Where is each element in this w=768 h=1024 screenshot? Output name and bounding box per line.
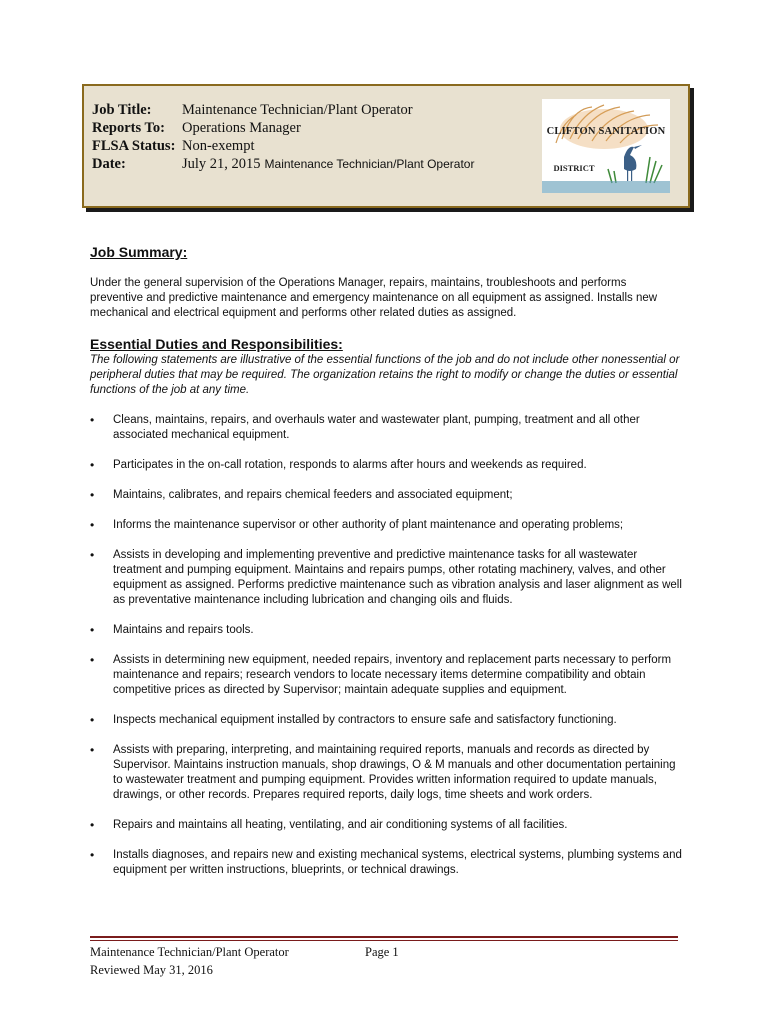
- date-row: [92, 156, 474, 174]
- duties-list: [90, 413, 682, 893]
- footer-page-number: Page 1: [365, 945, 399, 959]
- flsa-status-value: Non-exempt: [182, 138, 255, 154]
- footer-divider-thick: [90, 936, 678, 938]
- footer-divider-thin: [90, 940, 678, 941]
- flsa-status-row: [92, 138, 474, 156]
- list-item: • Assists with preparing, interpreting, and maintaining required reports, manuals and records as directed by Supervisor. Maintains instruction manuals, shop drawings, O & M manuals and other documentation pertaining to wastewater treatment and pumping equipment. Provides written information required to update manuals, drawings, or other records. Prepares required reports, daily logs, time sheets and work orders.: [90, 743, 682, 803]
- job-summary-text: Under the general supervision of the Operations Manager, repairs, maintains, troubleshoots and performs preventive and predictive maintenance and emergency maintenance on all equipment as assigned. Installs new mechanical and electrical equipment and performs other related duties as assigned.: [90, 277, 658, 319]
- job-summary-heading: [90, 244, 187, 260]
- logo-subtitle-text: DISTRICT: [553, 163, 595, 173]
- list-item: • Informs the maintenance supervisor or other authority of plant maintenance and operating problems;: [90, 518, 682, 533]
- list-item: • Participates in the on-call rotation, responds to alarms after hours and weekends as required.: [90, 458, 682, 473]
- date-label: Date:: [92, 156, 126, 172]
- list-item: • Repairs and maintains all heating, ventilating, and air conditioning systems of all facilities.: [90, 818, 682, 833]
- list-item: • Maintains, calibrates, and repairs chemical feeders and associated equipment;: [90, 488, 682, 503]
- job-header-fields: [92, 102, 474, 174]
- reports-to-row: [92, 120, 474, 138]
- footer-document-title: Maintenance Technician/Plant Operator: [90, 945, 289, 959]
- reports-to-label: Reports To:: [92, 120, 165, 136]
- list-item: • Installs diagnoses, and repairs new and existing mechanical systems, electrical systems, plumbing systems and equipment per written instructions, blueprints, or technical drawings.: [90, 848, 682, 878]
- footer-reviewed-date: Reviewed May 31, 2016: [90, 963, 213, 977]
- essential-duties-heading-text: Essential Duties and Responsibilities:: [90, 336, 343, 352]
- job-title-value: Maintenance Technician/Plant Operator: [182, 102, 413, 118]
- list-item: • Cleans, maintains, repairs, and overhauls water and wastewater plant, pumping, treatment and all other associated mechanical equipment.: [90, 413, 682, 443]
- reports-to-value: Operations Manager: [182, 120, 301, 136]
- list-item: • Assists in determining new equipment, needed repairs, inventory and replacement parts necessary to perform maintenance and repairs; research vendors to locate necessary items determine compatibility and obtain competitive prices as directed by Supervisor; maintain adequate supplies and equipment.: [90, 653, 682, 698]
- flsa-status-label: FLSA Status:: [92, 138, 176, 154]
- job-summary-heading-text: Job Summary:: [90, 244, 188, 260]
- essential-duties-intro: The following statements are illustrative of the essential functions of the job and do not include other nonessential or peripheral duties that may be required. The organization retains the right to modify or change the duties or essential functions of the job at any time.: [90, 354, 680, 396]
- list-item: • Maintains and repairs tools.: [90, 623, 682, 638]
- job-title-label: Job Title:: [92, 102, 152, 118]
- list-item: • Assists in developing and implementing preventive and predictive maintenance tasks for all wastewater treatment and pumping equipment. Maintains and repairs pumps, other rotating machinery, valves, and other equipment as assigned. Performs predictive maintenance such as vibration analysis and laser alignment as well as preventative maintenance including lubrication and changing oils and fluids.: [90, 548, 682, 608]
- clifton-sanitation-logo: [542, 99, 670, 193]
- logo-artwork: [542, 99, 670, 193]
- date-value: July 21, 2015: [182, 156, 261, 172]
- logo-title-text: CLIFTON SANITATION: [546, 126, 666, 137]
- date-extra-text: Maintenance Technician/Plant Operator: [264, 157, 475, 171]
- job-header-box: [82, 84, 690, 208]
- list-item: • Inspects mechanical equipment installed by contractors to ensure safe and satisfactory functioning.: [90, 713, 682, 728]
- essential-duties-heading: [90, 336, 343, 352]
- job-title-row: [92, 102, 474, 120]
